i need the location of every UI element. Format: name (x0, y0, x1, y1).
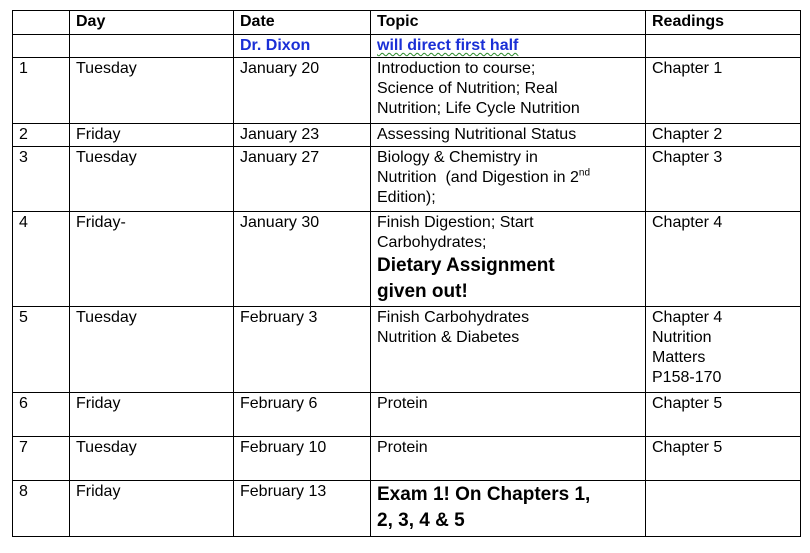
instructor-day-cell (70, 35, 234, 58)
row-topic (371, 124, 646, 147)
row-day: Friday- (70, 212, 234, 307)
reading-line: P158-170 (652, 369, 722, 386)
topic-line: Science of Nutrition; Real (377, 80, 558, 97)
header-day: Day (70, 11, 234, 35)
row-date: February 3 (234, 307, 371, 393)
topic-line: Biology & Chemistry in (377, 149, 538, 166)
instructor-note (371, 35, 646, 58)
table-row (13, 307, 801, 393)
header-num (13, 11, 70, 35)
row-readings (646, 437, 801, 481)
row-date: February 13 (234, 481, 371, 537)
reading-line: Chapter 5 (652, 439, 723, 456)
ordinal-suffix: nd (578, 167, 591, 179)
row-topic (371, 481, 646, 537)
row-date: January 20 (234, 58, 371, 124)
row-readings (646, 212, 801, 307)
row-num: 8 (13, 481, 70, 537)
row-date: February 10 (234, 437, 371, 481)
row-readings (646, 481, 801, 537)
topic-line: Finish Carbohydrates (377, 309, 530, 326)
topic-line: Carbohydrates; (377, 234, 487, 251)
topic-line: Protein (377, 395, 428, 412)
row-readings (646, 147, 801, 212)
topic-line (377, 168, 639, 188)
row-num: 1 (13, 58, 70, 124)
instructor-name (234, 35, 371, 58)
reading-line: Chapter 3 (652, 149, 723, 166)
row-num: 4 (13, 212, 70, 307)
topic-line: Introduction to course; (377, 60, 536, 77)
row-readings (646, 124, 801, 147)
row-topic (371, 212, 646, 307)
row-num: 7 (13, 437, 70, 481)
reading-line: Nutrition (652, 329, 712, 346)
table-row (13, 58, 801, 124)
course-schedule-table (12, 10, 801, 537)
row-date: January 30 (234, 212, 371, 307)
header-date: Date (234, 11, 371, 35)
table-row (13, 393, 801, 437)
row-topic (371, 437, 646, 481)
row-day: Tuesday (70, 58, 234, 124)
reading-line: Chapter 2 (652, 126, 723, 143)
reading-line: Chapter 5 (652, 395, 723, 412)
topic-line: Assessing Nutritional Status (377, 126, 577, 143)
topic-line: Finish Digestion; Start (377, 214, 534, 231)
reading-line: Chapter 4 (652, 214, 723, 231)
row-date: January 23 (234, 124, 371, 147)
row-readings (646, 393, 801, 437)
row-day: Tuesday (70, 437, 234, 481)
row-readings (646, 307, 801, 393)
table-row (13, 212, 801, 307)
instructor-readings-cell (646, 35, 801, 58)
topic-bold-line: 2, 3, 4 & 5 (377, 510, 465, 531)
row-date: February 6 (234, 393, 371, 437)
row-num: 5 (13, 307, 70, 393)
topic-bold-line: Dietary Assignment (377, 255, 555, 276)
row-num: 6 (13, 393, 70, 437)
instructor-num-cell (13, 35, 70, 58)
topic-line: Edition); (377, 189, 436, 206)
instructor-note-text: will direct first half (377, 37, 519, 54)
topic-line: Nutrition & Diabetes (377, 329, 520, 346)
row-day: Friday (70, 481, 234, 537)
row-day: Tuesday (70, 307, 234, 393)
row-day: Tuesday (70, 147, 234, 212)
header-topic: Topic (371, 11, 646, 35)
row-topic (371, 393, 646, 437)
table-row (13, 147, 801, 212)
row-topic (371, 307, 646, 393)
row-day: Friday (70, 393, 234, 437)
topic-line: Nutrition; Life Cycle Nutrition (377, 100, 580, 117)
row-readings (646, 58, 801, 124)
table-row (13, 124, 801, 147)
header-readings: Readings (646, 11, 801, 35)
topic-text: Nutrition (and Digestion in 2 (377, 169, 579, 186)
instructor-name-text: Dr. Dixon (240, 37, 311, 54)
row-topic (371, 58, 646, 124)
table-row (13, 437, 801, 481)
row-num: 3 (13, 147, 70, 212)
topic-bold-line: Exam 1! On Chapters 1, (377, 484, 591, 505)
topic-line: Protein (377, 439, 428, 456)
row-day: Friday (70, 124, 234, 147)
reading-line: Chapter 1 (652, 60, 723, 77)
topic-bold-line: given out! (377, 281, 468, 302)
reading-line: Chapter 4 (652, 309, 723, 326)
header-row (13, 11, 801, 35)
row-topic (371, 147, 646, 212)
instructor-row (13, 35, 801, 58)
table-row (13, 481, 801, 537)
row-date: January 27 (234, 147, 371, 212)
reading-line: Matters (652, 349, 706, 366)
row-num: 2 (13, 124, 70, 147)
